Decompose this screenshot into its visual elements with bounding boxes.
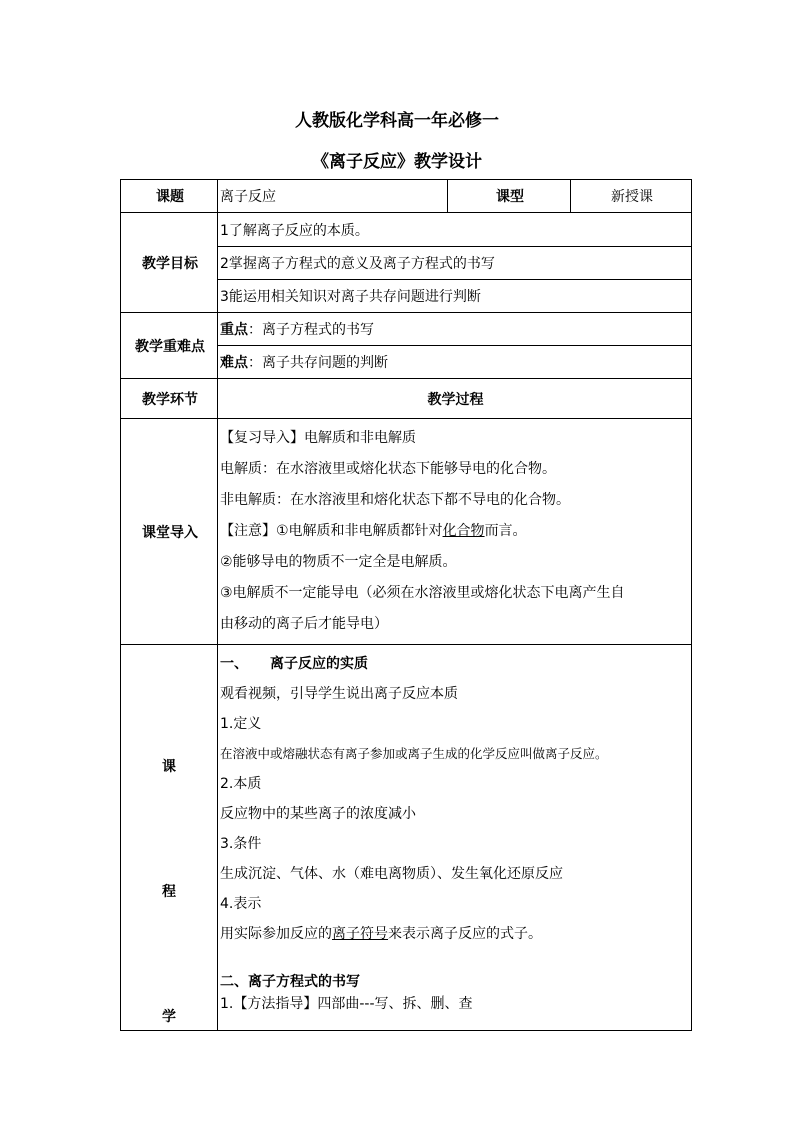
side-char: 课 — [162, 759, 176, 775]
header-row — [121, 379, 692, 419]
goal-item: 2掌握离子方程式的意义及离子方程式的书写 — [218, 247, 692, 280]
process-line: 生成沉淀、气体、水（难电离物质）、发生氧化还原反应 — [220, 866, 563, 882]
process-side-label — [121, 645, 218, 1031]
subheading: 2.本质 — [220, 776, 262, 792]
intro-line: 非电解质：在水溶液里和熔化状态下都不导电的化合物。 — [220, 492, 570, 508]
process-row — [121, 645, 692, 1031]
intro-line: ③电解质不一定能导电（必须在水溶液里或熔化状态下电离产生自 — [220, 585, 625, 601]
type-value: 新授课 — [571, 180, 692, 213]
intro-label: 课堂导入 — [121, 419, 218, 645]
underlined-term: 离子符号 — [332, 926, 388, 942]
side-char: 学 — [162, 1009, 176, 1025]
topic-label: 课题 — [121, 180, 218, 213]
section-heading: 一、 离子反应的实质 — [220, 656, 368, 672]
type-label: 课型 — [448, 180, 571, 213]
section-heading: 二、离子方程式的书写 — [220, 974, 360, 990]
key-point-row — [121, 313, 692, 346]
intro-row — [121, 419, 692, 645]
goals-label: 教学目标 — [121, 213, 218, 313]
goal-row — [121, 213, 692, 247]
process-line: 用实际参加反应的离子符号来表示离子反应的式子。 — [220, 926, 542, 942]
process-header: 教学过程 — [218, 379, 692, 419]
intro-line: 由移动的离子后才能导电） — [220, 616, 388, 632]
intro-line: 电解质：在水溶液里或熔化状态下能够导电的化合物。 — [220, 461, 556, 477]
side-char: 程 — [162, 884, 176, 900]
intro-line: ②能够导电的物质不一定全是电解质。 — [220, 554, 457, 570]
lesson-plan-table — [120, 179, 692, 1031]
document-title: 人教版化学科高一年必修一 — [295, 111, 499, 131]
difficulty-prefix: 难点 — [220, 355, 248, 371]
subheading: 1.定义 — [220, 716, 262, 732]
process-line: 反应物中的某些离子的浓度减小 — [220, 806, 416, 822]
topic-row — [121, 180, 692, 213]
key-point — [218, 313, 692, 346]
intro-content — [218, 419, 692, 645]
process-line: 1.【方法指导】四部曲---写、拆、删、查 — [220, 996, 473, 1012]
intro-line: 【注意】①电解质和非电解质都针对化合物而言。 — [220, 523, 527, 539]
intro-line: 【复习导入】电解质和非电解质 — [220, 430, 416, 446]
difficulty-point — [218, 346, 692, 379]
key-difficulty-label: 教学重难点 — [121, 313, 218, 379]
difficulty-text: ：离子共存问题的判断 — [248, 355, 388, 371]
key-point-text: ：离子方程式的书写 — [248, 322, 374, 338]
subheading: 4.表示 — [220, 896, 262, 912]
process-content — [218, 645, 692, 1031]
underlined-term: 化合物 — [442, 523, 485, 539]
key-point-prefix: 重点 — [220, 322, 248, 338]
process-line: 观看视频，引导学生说出离子反应本质 — [220, 686, 458, 702]
goal-item: 1了解离子反应的本质。 — [218, 213, 692, 247]
topic-value: 离子反应 — [218, 180, 448, 213]
process-line: 在溶液中或熔融状态有离子参加或离子生成的化学反应叫做离子反应。 — [220, 746, 608, 761]
goal-item: 3能运用相关知识对离子共存问题进行判断 — [218, 280, 692, 313]
subheading: 3.条件 — [220, 836, 262, 852]
phase-header: 教学环节 — [121, 379, 218, 419]
document-subtitle: 《离子反应》教学设计 — [312, 152, 482, 172]
